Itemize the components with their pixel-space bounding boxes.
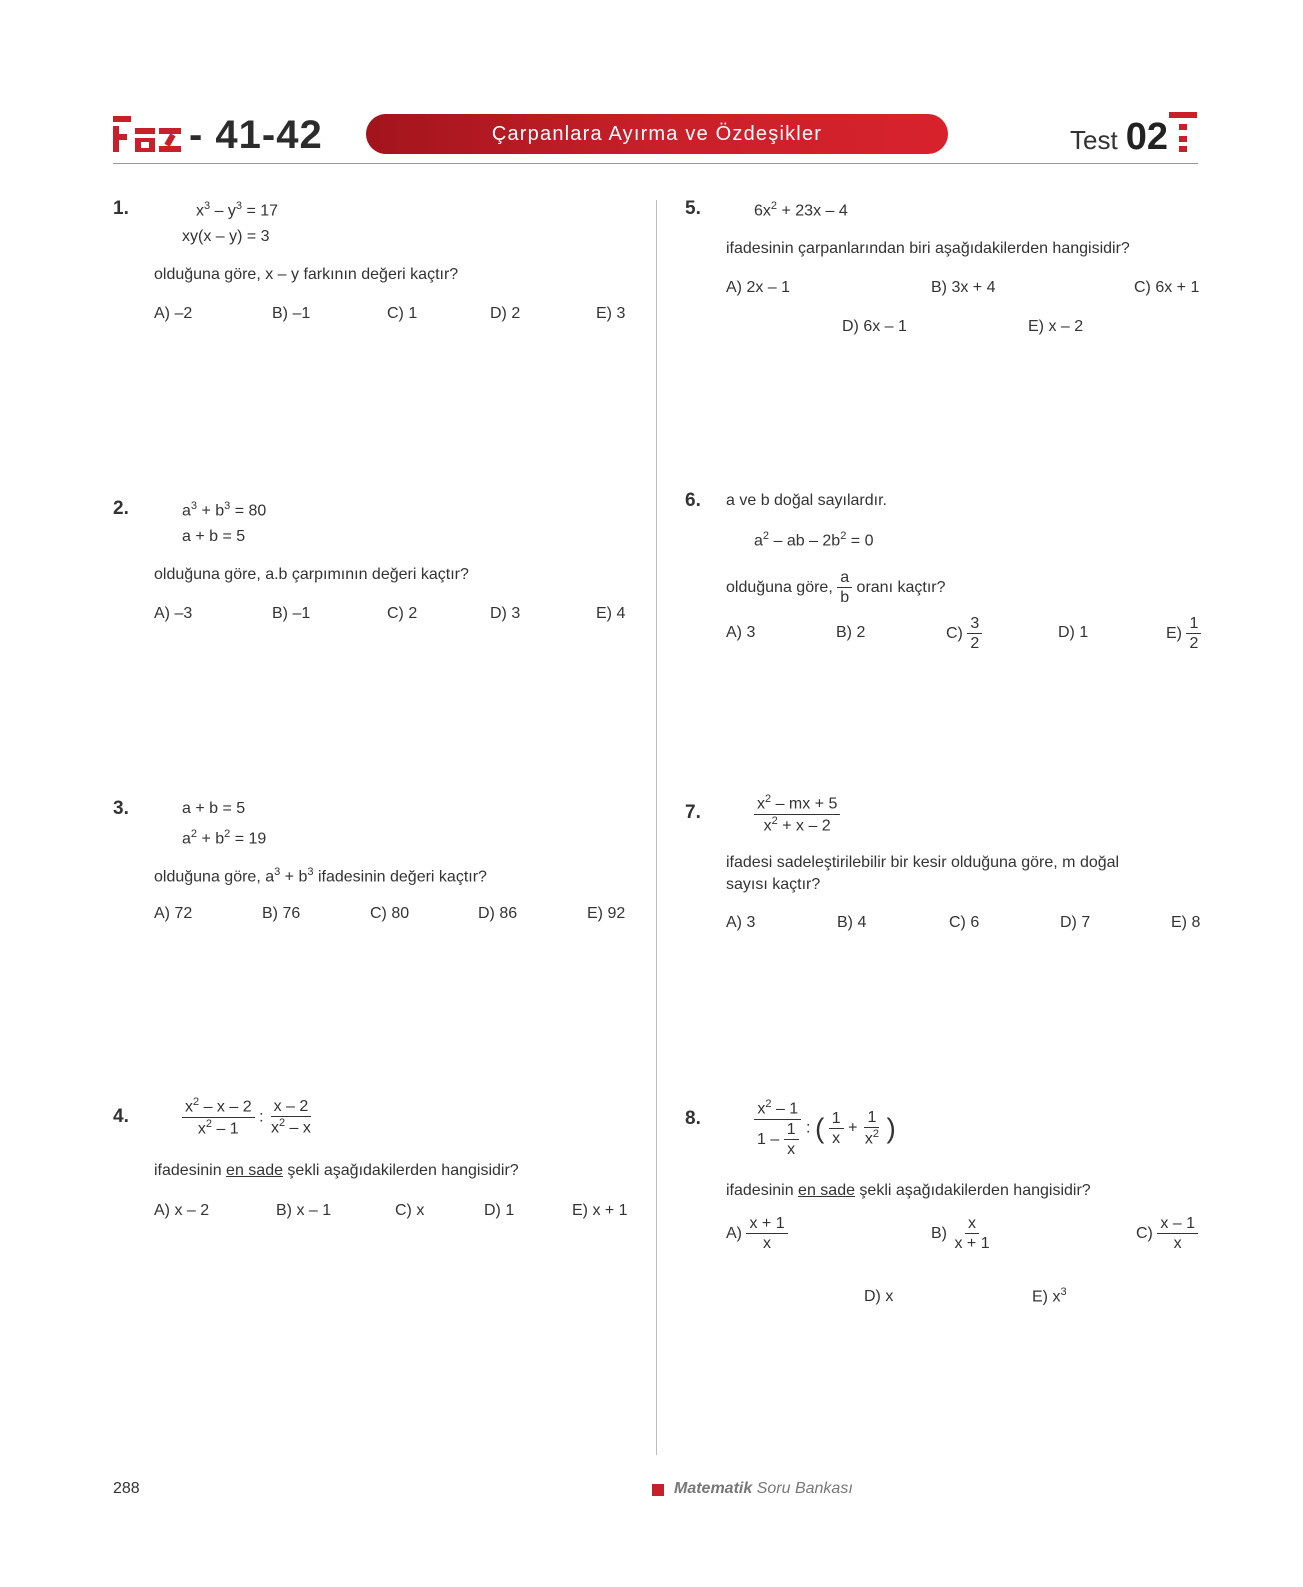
- answer-option[interactable]: B) –1: [272, 605, 311, 622]
- book-title: [674, 1480, 853, 1498]
- answer-option[interactable]: A) 2x – 1: [726, 279, 791, 296]
- brand-range: - 41-42: [189, 112, 323, 157]
- equation: a + b = 5: [182, 800, 246, 817]
- answer-option[interactable]: E) 92: [587, 905, 626, 922]
- answer-option[interactable]: E) $x^3$: [1032, 1286, 1067, 1306]
- question-intro: a ve b doğal sayılardır.: [726, 492, 887, 509]
- question-prompt: olduğuna göre, $\frac{a}{b}$ oranı kaçtır?: [726, 569, 946, 607]
- answer-option[interactable]: D) 2: [490, 305, 521, 322]
- answer-option[interactable]: A) 72: [154, 905, 193, 922]
- test-logo-icon: [1169, 112, 1197, 154]
- question-number: 8.: [685, 1108, 701, 1129]
- question-prompt: ifadesinin çarpanlarından biri aşağıdakilerden hangisidir?: [726, 240, 1130, 257]
- book-subject: Matematik: [674, 1480, 753, 1497]
- answer-option[interactable]: C) $\frac{x - 1}{x}$: [1136, 1214, 1198, 1253]
- answer-option[interactable]: D) x: [864, 1288, 894, 1305]
- answer-option[interactable]: A) 3: [726, 914, 756, 931]
- expression: $x^2 - 1$ 1 – $\frac{1}{x}$ : ( $\frac{1}{x}$ + $\frac{1}{x^2}$ ): [754, 1098, 896, 1159]
- faz-logo-icon: [113, 114, 183, 156]
- test-number: 02: [1125, 116, 1168, 158]
- question-number: 6.: [685, 490, 701, 511]
- question-number: 7.: [685, 802, 701, 823]
- question-prompt: ifadesi sadeleştirilebilir bir kesir olduğuna göre, m doğal: [726, 854, 1120, 871]
- answer-option[interactable]: D) 7: [1060, 914, 1091, 931]
- answer-option[interactable]: E) 3: [596, 305, 626, 322]
- equation: $x^3 - y^3 = 17$: [196, 200, 279, 220]
- question-prompt: sayısı kaçtır?: [726, 876, 821, 893]
- test-label: [1070, 116, 1168, 159]
- answer-option[interactable]: C) x: [395, 1202, 425, 1219]
- expression: $6x^2 + 23x - 4$: [754, 200, 848, 220]
- page-number: 288: [113, 1480, 140, 1497]
- question-prompt: olduğuna göre, x – y farkının değeri kaçtır?: [154, 266, 459, 283]
- equation: xy(x – y) = 3: [182, 228, 270, 245]
- answer-option[interactable]: B) 3x + 4: [931, 279, 996, 296]
- question-number: 2.: [113, 498, 129, 519]
- answer-option[interactable]: D) 1: [1058, 624, 1089, 641]
- test-word: Test: [1070, 125, 1118, 155]
- answer-option[interactable]: B) 4: [837, 914, 867, 931]
- answer-option[interactable]: A) x – 2: [154, 1202, 210, 1219]
- equation: $a^3 + b^3 = 80$: [182, 500, 267, 520]
- answer-option[interactable]: B) $\frac{x}{x + 1}$: [931, 1215, 990, 1253]
- answer-option[interactable]: A) –3: [154, 605, 193, 622]
- question-prompt: olduğuna göre, $a^3 + b^3$ ifadesinin değeri kaçtır?: [154, 866, 487, 886]
- answer-option[interactable]: A) 3: [726, 624, 756, 641]
- question-prompt: olduğuna göre, a.b çarpımının değeri kaçtır?: [154, 566, 469, 583]
- equation: a + b = 5: [182, 528, 246, 545]
- section-title: Çarpanlara Ayırma ve Özdeşikler: [366, 114, 948, 154]
- answer-option[interactable]: A) –2: [154, 305, 193, 322]
- expression: $\frac{x^2 - x - 2}{x^2 - 1}$ : $\frac{x - 2}{x^2 - x}$: [182, 1096, 314, 1138]
- answer-option[interactable]: B) 76: [262, 905, 301, 922]
- question-number: 1.: [113, 198, 129, 219]
- question-number: 3.: [113, 798, 129, 819]
- answer-option[interactable]: C) 6: [949, 914, 980, 931]
- answer-option[interactable]: E) x – 2: [1028, 318, 1084, 335]
- expression: $\frac{x^2 - mx + 5}{x^2 + x - 2}$: [754, 793, 840, 835]
- answer-option[interactable]: B) 2: [836, 624, 866, 641]
- answer-option[interactable]: B) x – 1: [276, 1202, 332, 1219]
- question-prompt: ifadesinin en sade şekli aşağıdakilerden hangisidir?: [726, 1182, 1091, 1199]
- answer-option[interactable]: C) 80: [370, 905, 410, 922]
- answer-option[interactable]: A) $\frac{x + 1}{x}$: [726, 1214, 788, 1253]
- brand: [113, 112, 323, 158]
- header-rule: [113, 163, 1198, 164]
- book-name: Soru Bankası: [756, 1480, 853, 1497]
- answer-option[interactable]: D) 86: [478, 905, 518, 922]
- equation: $a^2 + b^2 = 19$: [182, 828, 267, 848]
- answer-option[interactable]: B) –1: [272, 305, 311, 322]
- answer-option[interactable]: C) 6x + 1: [1134, 279, 1200, 296]
- answer-option[interactable]: D) 1: [484, 1202, 515, 1219]
- column-divider: [656, 200, 657, 1455]
- question-number: 5.: [685, 198, 701, 219]
- answer-option[interactable]: D) 3: [490, 605, 521, 622]
- answer-option[interactable]: E) 4: [596, 605, 626, 622]
- question-number: 4.: [113, 1106, 129, 1127]
- footer-square-icon: [652, 1484, 664, 1496]
- answer-option[interactable]: E) $\frac{1}{2}$: [1166, 614, 1201, 653]
- equation: $a^2$ – ab – $2b^2 = 0$: [754, 530, 874, 550]
- answer-option[interactable]: C) 1: [387, 305, 418, 322]
- answer-option[interactable]: D) 6x – 1: [842, 318, 907, 335]
- answer-option[interactable]: C) $\frac{3}{2}$: [946, 614, 982, 653]
- answer-option[interactable]: E) 8: [1171, 914, 1201, 931]
- answer-option[interactable]: C) 2: [387, 605, 418, 622]
- question-prompt: ifadesinin en sade şekli aşağıdakilerden hangisidir?: [154, 1162, 519, 1179]
- answer-option[interactable]: E) x + 1: [572, 1202, 628, 1219]
